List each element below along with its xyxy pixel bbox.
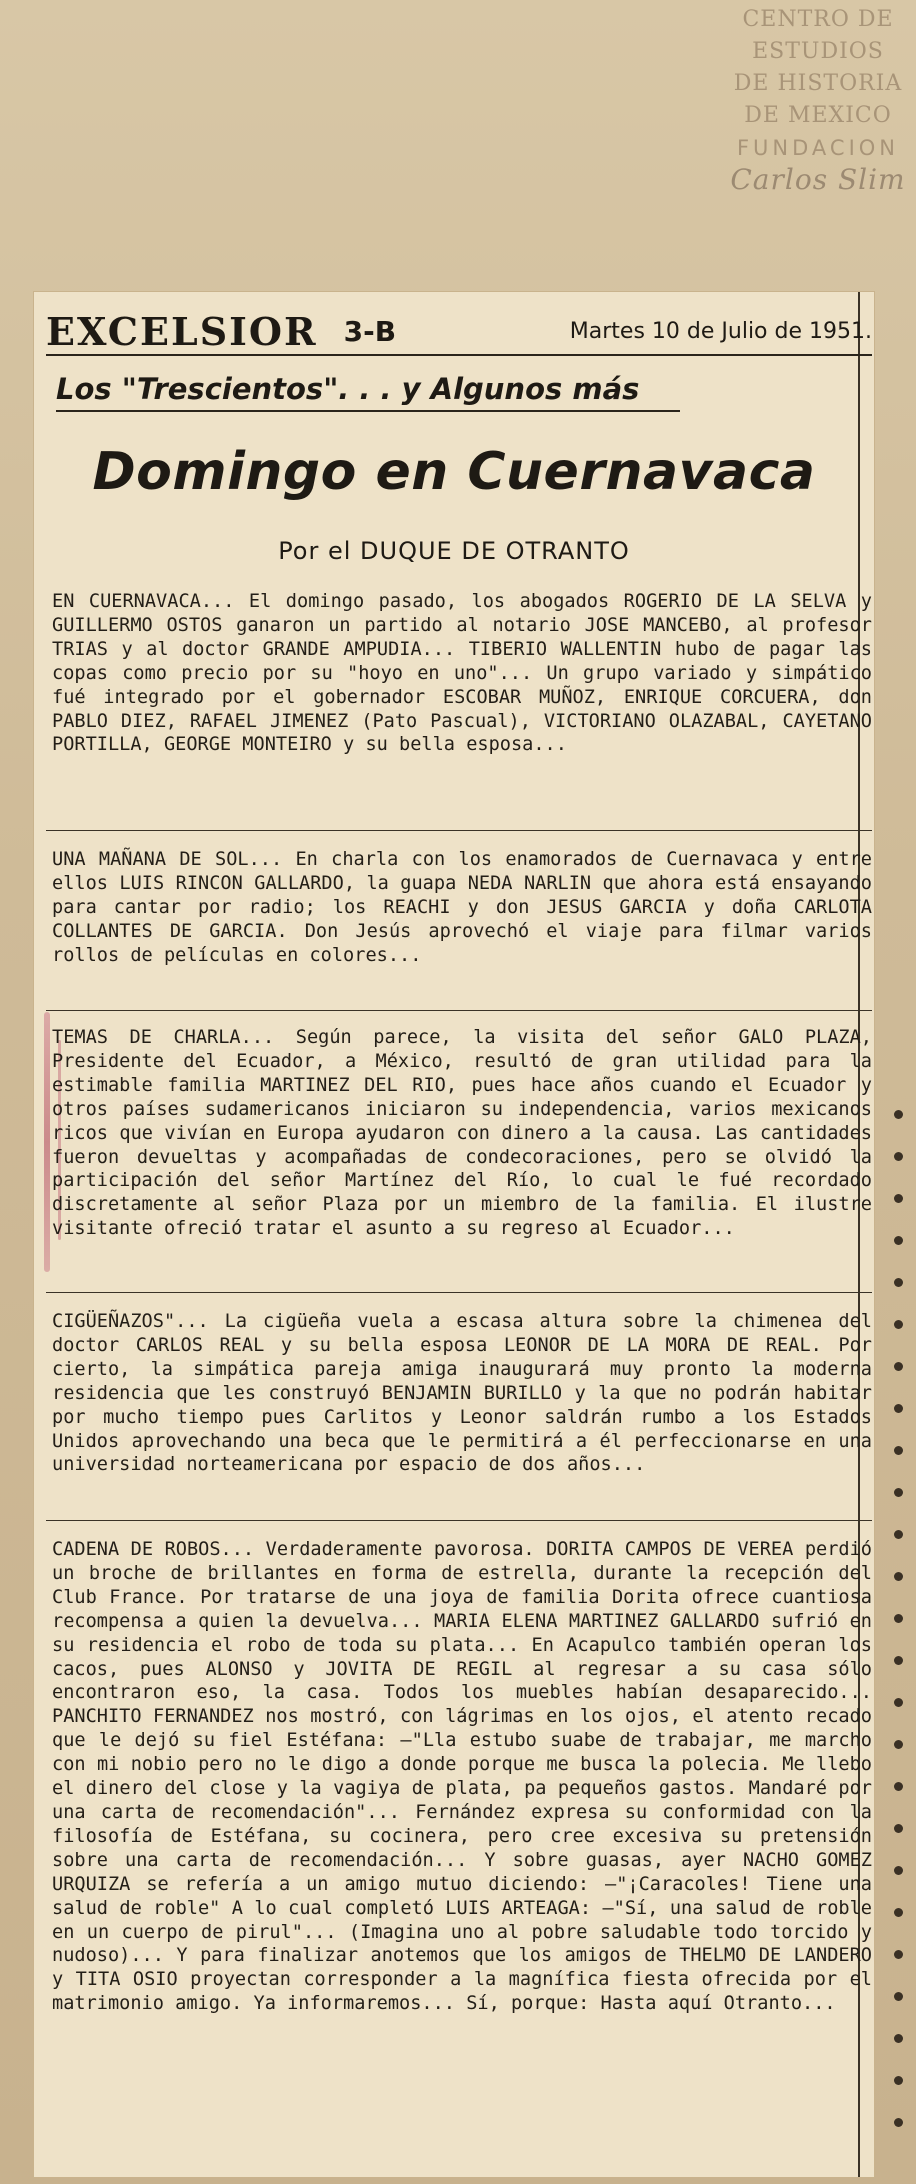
binding-hole [894, 1110, 903, 1119]
binding-hole [894, 1194, 903, 1203]
article-paragraph: CADENA DE ROBOS... Verdaderamente pavorosa. DORITA CAMPOS DE VEREA perdió un broche de brillantes en forma de estrella, durante la recepción del Club France. Por tratarse de una joya de familia Dorita ofrece cuantiosa recompensa a quien la devuelva... MARIA ELENA MARTINEZ GALLARDO sufrió en su residencia el robo de toda su plata... En Acapulco también operan los cacos, pues ALONSO y JOVITA DE REGIL al regresar a su casa sólo encontraron eso, la casa. Todos los muebles habían desaparecido... PANCHITO FERNANDEZ nos mostró, con lágrimas en los ojos, el atento recado que le dejó su fiel Estéfana: —"Lla estubo suabe de trabajar, me marcho con mi nobio pero no le digo a donde porque me busca la polecia. Me llebo el dinero del close y la vagiya de plata, pa pequeños gastos. Mandaré por una carta de recomendación"... Fernández expresa su conformidad con la filosofía de Estéfana, su cocinera, pero cree excesiva su pretensión sobre una carta de recomendación... Y sobre guasas, ayer NACHO GOMEZ URQUIZA se refería a un amigo mutuo diciendo: —"¡Caracoles! Tiene una salud de roble" A lo cual completó LUIS ARTEAGA: —"Sí, una salud de roble en un cuerpo de pirul"... (Imagina uno al pobre saludable todo torcido y nudoso)... Y para finalizar anotemos que los amigos de THELMO DE LANDERO y TITA OSIO proyectan corresponder a la magnífica fiesta ofrecida por el matrimonio amigo. Ya informaremos... Sí, porque: Hasta aquí Otranto... [52, 1539, 872, 2015]
binding-hole [894, 1404, 903, 1413]
binding-hole [894, 2076, 903, 2085]
binding-hole [894, 1698, 903, 1707]
paragraph-divider [46, 830, 872, 831]
newspaper-brand: EXCELSIOR [46, 309, 318, 354]
article-paragraph: EN CUERNAVACA... El domingo pasado, los abogados ROGERIO DE LA SELVA y GUILLERMO OSTOS ganaron un partido al notario JOSE MANCEBO, al profesor TRIAS y al doctor GRANDE AMPUDIA... TIBERIO WALLENTIN hubo de pagar las copas como precio por su "hoyo en uno"... Un grupo variado y simpático fué integrado por el gobernador ESCOBAR MUÑOZ, ENRIQUE CORCUERA, don PABLO DIEZ, RAFAEL JIMENEZ (Pato Pascual), VICTORIANO OLAZABAL, CAYETANO PORTILLA, GEORGE MONTEIRO y su bella esposa... [52, 591, 872, 756]
binding-hole [894, 1572, 903, 1581]
publication-date: Martes 10 de Julio de 1951. [569, 319, 872, 344]
binding-hole [894, 1488, 903, 1497]
article-paragraph: UNA MAÑANA DE SOL... En charla con los enamorados de Cuernavaca y entre ellos LUIS RINCON GALLARDO, la guapa NEDA NARLIN que ahora está ensayando para cantar por radio; los REACHI y don JESUS GARCIA y doña CARLOTA COLLANTES DE GARCIA. Don Jesús aprovechó el viaje para filmar varios rollos de películas en colores... [52, 849, 872, 966]
watermark-line: ESTUDIOS [752, 39, 884, 64]
archive-watermark [728, 4, 908, 196]
column-section-title: Los "Trescientos". . . y Algunos más [56, 372, 680, 412]
binding-hole [894, 1992, 903, 2001]
scan-margin [886, 300, 916, 2170]
binding-hole [894, 1362, 903, 1371]
pen-mark [44, 1012, 50, 1272]
binding-hole [894, 1824, 903, 1833]
binding-hole [894, 1950, 903, 1959]
paragraph-divider [46, 1010, 872, 1011]
binding-hole [894, 1908, 903, 1917]
article-paragraph: TEMAS DE CHARLA... Según parece, la visita del señor GALO PLAZA, Presidente del Ecuador, a México, resultó de gran utilidad para la estimable familia MARTINEZ DEL RIO, pues hace años cuando el Ecuador y otros países sudamericanos iniciaron su independencia, varios mexicanos ricos que vivían en Europa ayudaron con dinero a la causa. Las cantidades fueron devueltas y acompañadas de condecoraciones, pero se olvidó la participación del señor Martínez del Río, lo cual le fué recordado discretamente al señor Plaza por un miembro de la familia. El ilustre visitante ofreció tratar el asunto a su regreso al Ecuador... [52, 1027, 872, 1240]
paragraph-divider [46, 1292, 872, 1293]
binding-hole [894, 1614, 903, 1623]
watermark-foundation: FUNDACION [736, 136, 900, 160]
page-number: 3-B [343, 315, 397, 348]
binding-hole [894, 1530, 903, 1539]
binding-hole [894, 2034, 903, 2043]
binding-hole [894, 1446, 903, 1455]
watermark-line: CENTRO DE [742, 7, 894, 32]
binding-hole [894, 2118, 903, 2127]
watermark-line: DE HISTORIA [733, 71, 903, 96]
binding-hole [894, 1152, 903, 1161]
binding-hole [894, 1740, 903, 1749]
binding-hole [894, 1278, 903, 1287]
newspaper-clipping [34, 292, 874, 2177]
masthead [46, 292, 872, 356]
watermark-line: DE MEXICO [744, 103, 892, 128]
article-headline: Domingo en Cuernavaca [92, 442, 816, 502]
paragraph-divider [46, 1520, 872, 1521]
binding-hole [894, 1782, 903, 1791]
binding-hole [894, 1320, 903, 1329]
binding-hole [894, 1656, 903, 1665]
binding-hole [894, 1236, 903, 1245]
watermark-signature: Carlos Slim [730, 163, 906, 196]
article-byline: Por el DUQUE DE OTRANTO [278, 537, 630, 565]
binding-hole [894, 1866, 903, 1875]
article-paragraph: CIGÜEÑAZOS"... La cigüeña vuela a escasa altura sobre la chimenea del doctor CARLOS REAL y su bella esposa LEONOR DE LA MORA DE REAL. Por cierto, la simpática pareja amiga inaugurará muy pronto la moderna residencia que les construyó BENJAMIN BURILLO y la que no podrán habitar por mucho tiempo pues Carlitos y Leonor saldrán rumbo a los Estados Unidos aprovechando una beca que le permitirá a él perfeccionarse en una universidad norteamericana por espacio de dos años... [52, 1311, 872, 1476]
